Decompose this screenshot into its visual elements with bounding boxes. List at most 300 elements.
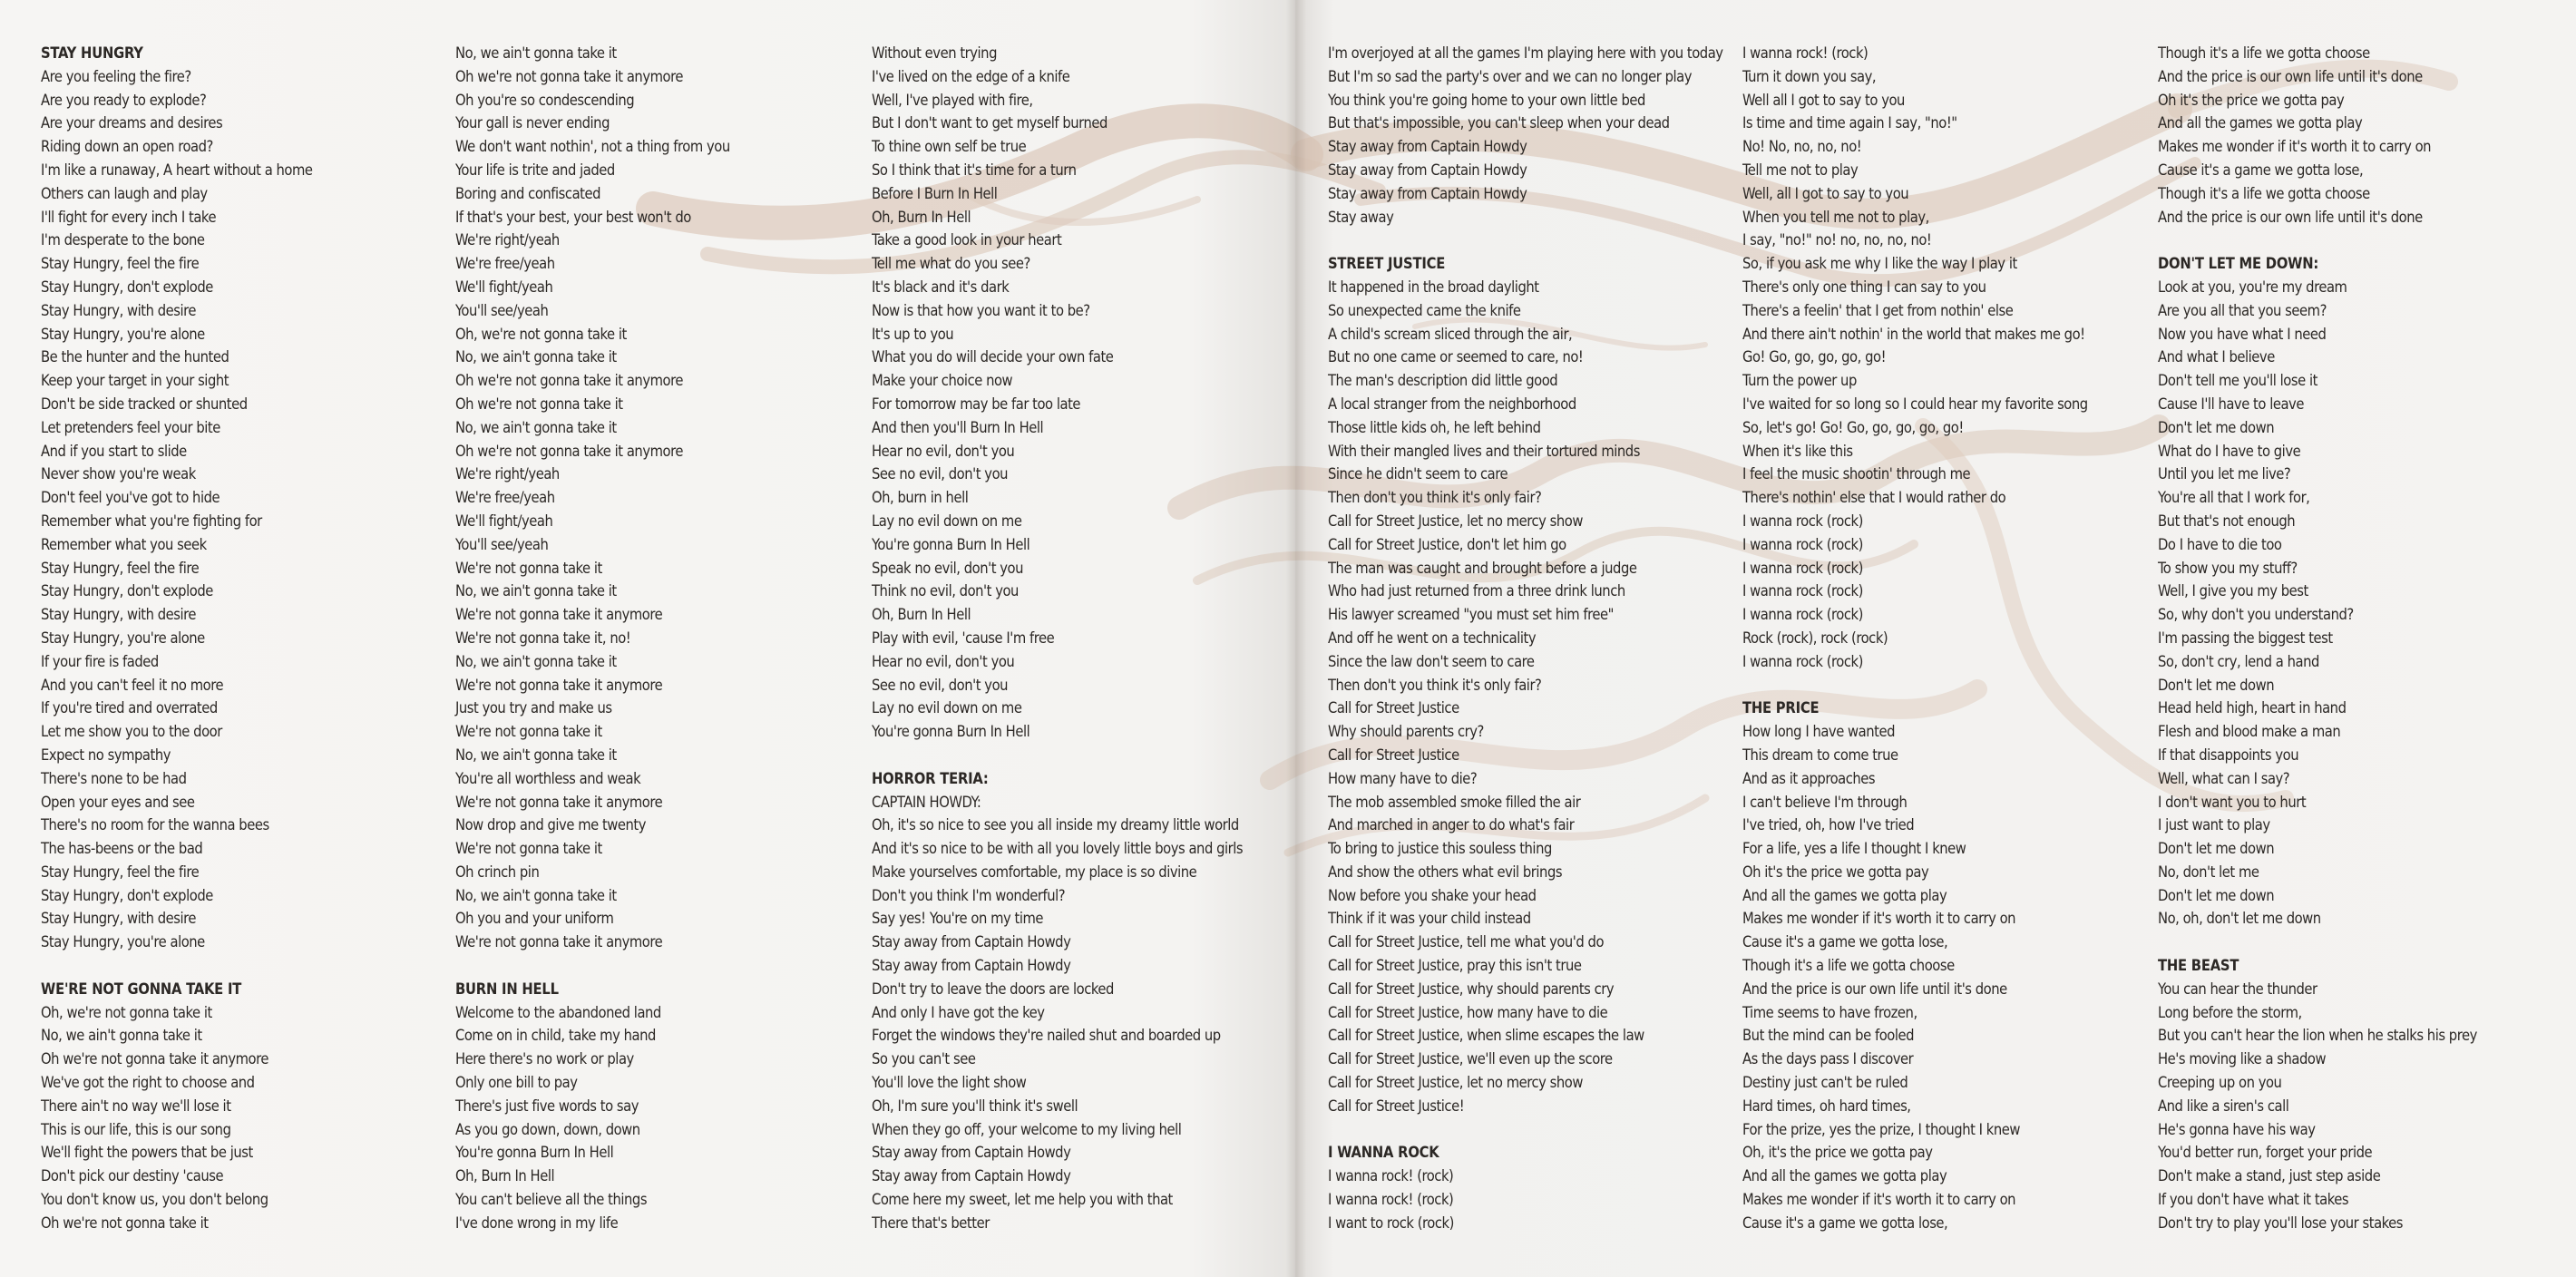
lyric-line: Don't let me down <box>2158 676 2275 694</box>
lyric-line: Make yourselves comfortable, my place is so divine <box>872 863 1197 881</box>
lyric-line: Hear no evil, don't you <box>872 652 1015 670</box>
lyric-line: The has-beens or the bad <box>41 840 203 858</box>
lyric-line: Long before the storm, <box>2158 1003 2302 1021</box>
lyric-line: Tell me what do you see? <box>872 255 1030 273</box>
lyric-line: Well, I give you my best <box>2158 582 2308 600</box>
lyric-line: Don't let me down <box>2158 840 2275 858</box>
lyric-line: There ain't no way we'll lose it <box>41 1097 231 1115</box>
lyric-line: So, don't cry, lend a hand <box>2158 652 2319 670</box>
lyric-line: For a life, yes a life I thought I knew <box>1742 840 1966 858</box>
lyric-line: Now is that how you want it to be? <box>872 301 1090 319</box>
lyric-line: What do I have to give <box>2158 442 2301 460</box>
lyric-line: No, we ain't gonna take it <box>455 44 617 62</box>
lyric-line: I wanna rock (rock) <box>1742 535 1863 553</box>
lyric-line: You'll love the light show <box>872 1074 1027 1092</box>
lyric-line: Oh, Burn In Hell <box>872 606 971 624</box>
lyric-line: We're not gonna take it anymore <box>455 676 663 694</box>
lyrics-section <box>1742 42 2088 674</box>
lyric-line: Rock (rock), rock (rock) <box>1742 629 1888 647</box>
lyric-line: If you're tired and overrated <box>41 699 218 717</box>
lyric-line: Don't try to play you'll lose your stakes <box>2158 1214 2404 1232</box>
lyric-line: When they go off, your welcome to my living hell <box>872 1120 1182 1138</box>
lyric-line: You're all that I work for, <box>2158 489 2310 507</box>
lyric-line: With their mangled lives and their tortured minds <box>1328 442 1640 460</box>
lyric-line: You'll see/yeah <box>455 301 549 319</box>
lyric-line: There's nothin' else that I would rather do <box>1742 489 2006 507</box>
lyric-line: Oh, we're not gonna take it <box>455 325 627 343</box>
lyric-line: For the prize, yes the prize, I thought I knew <box>1742 1120 2021 1138</box>
lyric-line: I wanna rock (rock) <box>1742 582 1863 600</box>
lyric-line: We're right/yeah <box>455 465 560 483</box>
lyric-line: Oh we're not gonna take it anymore <box>455 67 683 85</box>
lyric-line: We're not gonna take it anymore <box>455 793 663 811</box>
lyric-line: So, if you ask me why I like the way I play it <box>1742 255 2017 273</box>
lyrics-column-1 <box>41 42 313 1235</box>
lyric-line: Oh crinch pin <box>455 863 540 881</box>
lyric-line: The man's description did little good <box>1328 372 1558 390</box>
lyric-line: Then don't you think it's only fair? <box>1328 676 1542 694</box>
lyric-line: You're all worthless and weak <box>455 769 641 787</box>
lyric-line: Take a good look in your heart <box>872 231 1062 249</box>
lyric-line: We're not gonna take it <box>455 840 602 858</box>
lyric-line: What you do will decide your own fate <box>872 348 1114 366</box>
lyric-line: Are you all that you seem? <box>2158 301 2327 319</box>
lyrics-section <box>1328 1141 1723 1234</box>
lyric-line: If that's your best, your best won't do <box>455 208 691 226</box>
lyric-line: Makes me wonder if it's worth it to carry on <box>2158 138 2432 156</box>
lyric-line: And there ain't nothin' in the world that makes me go! <box>1742 325 2085 343</box>
lyric-line: Call for Street Justice, tell me what you'd do <box>1328 933 1605 951</box>
lyric-line: Don't you think I'm wonderful? <box>872 886 1066 904</box>
lyric-line: No, we ain't gonna take it <box>455 746 617 764</box>
lyric-line: I wanna rock (rock) <box>1742 652 1863 670</box>
lyric-line: And show the others what evil brings <box>1328 863 1563 881</box>
lyric-line: I feel the music shootin' through me <box>1742 465 1971 483</box>
lyric-line: Stay away <box>1328 208 1394 226</box>
lyrics-section <box>41 42 313 954</box>
lyric-line: No, we ain't gonna take it <box>455 582 617 600</box>
lyric-line: Expect no sympathy <box>41 746 171 764</box>
lyric-line: Call for Street Justice, we'll even up the score <box>1328 1050 1613 1068</box>
lyrics-section <box>455 42 730 954</box>
lyric-line: Don't feel you've got to hide <box>41 489 220 507</box>
lyric-line: So I think that it's time for a turn <box>872 161 1077 179</box>
song-title: WE'RE NOT GONNA TAKE IT <box>41 980 242 998</box>
lyric-line: Call for Street Justice, when slime escapes the law <box>1328 1027 1644 1045</box>
lyric-line: So you can't see <box>872 1050 976 1068</box>
lyric-line: And as it approaches <box>1742 769 1876 787</box>
lyric-line: Oh we're not gonna take it <box>41 1214 209 1232</box>
lyric-line: Make your choice now <box>872 372 1013 390</box>
lyric-line: It happened in the broad daylight <box>1328 278 1539 296</box>
lyric-line: But I don't want to get myself burned <box>872 114 1107 132</box>
lyric-line: Keep your target in your sight <box>41 372 229 390</box>
lyric-line: Don't tell me you'll lose it <box>2158 372 2317 390</box>
lyric-line: Be the hunter and the hunted <box>41 348 229 366</box>
lyrics-column-5 <box>1742 42 2088 1235</box>
lyric-line: Though it's a life we gotta choose <box>2158 184 2370 202</box>
lyric-line: We've got the right to choose and <box>41 1074 255 1092</box>
lyric-line: Since he didn't seem to care <box>1328 465 1508 483</box>
lyric-line: I've tried, oh, how I've tried <box>1742 816 1915 834</box>
lyric-line: I wanna rock! (rock) <box>1328 1191 1454 1209</box>
lyric-line: Stay Hungry, you're alone <box>41 933 205 951</box>
lyric-line: As the days pass I discover <box>1742 1050 1914 1068</box>
lyric-line: There that's better <box>872 1214 990 1232</box>
lyric-line: Forget the windows they're nailed shut and boarded up <box>872 1027 1221 1045</box>
lyric-line: You're gonna Burn In Hell <box>455 1144 614 1162</box>
lyric-line: Do I have to die too <box>2158 535 2282 553</box>
lyric-line: Time seems to have frozen, <box>1742 1003 1917 1021</box>
lyric-line: Lay no evil down on me <box>872 512 1022 530</box>
lyric-line: I don't want you to hurt <box>2158 793 2307 811</box>
lyric-line: Well, I've played with fire, <box>872 91 1033 109</box>
lyric-line: But the mind can be fooled <box>1742 1027 1915 1045</box>
lyric-line: No, we ain't gonna take it <box>455 418 617 436</box>
lyric-line: We'll fight/yeah <box>455 278 553 296</box>
lyric-line: There's only one thing I can say to you <box>1742 278 1986 296</box>
lyric-line: And all the games we gotta play <box>1742 1167 1947 1185</box>
lyric-line: Stay Hungry, feel the fire <box>41 255 200 273</box>
lyric-line: And all the games we gotta play <box>2158 114 2363 132</box>
lyric-line: Open your eyes and see <box>41 793 195 811</box>
lyric-line: Remember what you seek <box>41 535 207 553</box>
lyric-line: Oh we're not gonna take it anymore <box>455 442 683 460</box>
lyric-line: We're not gonna take it, no! <box>455 629 631 647</box>
lyric-line: Speak no evil, don't you <box>872 559 1024 577</box>
lyric-line: Are you ready to explode? <box>41 91 207 109</box>
lyric-line: Let pretenders feel your bite <box>41 418 220 436</box>
lyric-line: And you can't feel it no more <box>41 676 224 694</box>
lyric-line: Go! Go, go, go, go, go! <box>1742 348 1887 366</box>
lyric-line: No, we ain't gonna take it <box>455 348 617 366</box>
lyric-line: I've lived on the edge of a knife <box>872 67 1070 85</box>
lyric-line: Oh, I'm sure you'll think it's swell <box>872 1097 1078 1115</box>
lyric-line: And it's so nice to be with all you lovely little boys and girls <box>872 840 1244 858</box>
lyric-line: Stay Hungry, you're alone <box>41 325 205 343</box>
lyric-line: I wanna rock (rock) <box>1742 606 1863 624</box>
lyric-line: But that's impossible, you can't sleep when your dead <box>1328 114 1670 132</box>
lyric-line: And only I have got the key <box>872 1003 1045 1021</box>
lyric-line: But I'm so sad the party's over and we can no longer play <box>1328 67 1693 85</box>
lyric-line: We're not gonna take it anymore <box>455 933 663 951</box>
lyric-line: And marched in anger to do what's fair <box>1328 816 1575 834</box>
lyric-line: Oh we're not gonna take it anymore <box>41 1050 268 1068</box>
lyric-line: Don't be side tracked or shunted <box>41 395 248 413</box>
lyric-line: His lawyer screamed "you must set him free" <box>1328 606 1614 624</box>
lyrics-section <box>872 42 1243 744</box>
lyric-line: Turn it down you say, <box>1742 67 1877 85</box>
lyric-line: Stay away from Captain Howdy <box>1328 184 1527 202</box>
lyric-line: Don't make a stand, just step aside <box>2158 1167 2381 1185</box>
lyric-line: I'm like a runaway, A heart without a home <box>41 161 313 179</box>
lyrics-column-2 <box>455 42 730 1235</box>
lyric-line: Only one bill to pay <box>455 1074 578 1092</box>
lyric-line: Creeping up on you <box>2158 1074 2282 1092</box>
lyric-line: Makes me wonder if it's worth it to carry on <box>1742 1191 2016 1209</box>
lyric-line: But that's not enough <box>2158 512 2296 530</box>
lyric-line: Just you try and make us <box>455 699 612 717</box>
lyric-line: We're not gonna take it <box>455 559 602 577</box>
lyric-line: Those little kids oh, he left behind <box>1328 418 1541 436</box>
lyric-line: Hard times, oh hard times, <box>1742 1097 1911 1115</box>
lyric-line: Lay no evil down on me <box>872 699 1022 717</box>
lyric-line: See no evil, don't you <box>872 465 1009 483</box>
lyric-line: It's up to you <box>872 325 954 343</box>
lyric-line: How many have to die? <box>1328 769 1478 787</box>
lyric-line: Turn the power up <box>1742 372 1857 390</box>
lyric-line: I'm passing the biggest test <box>2158 629 2333 647</box>
lyric-line: So, let's go! Go! Go, go, go, go, go! <box>1742 418 1964 436</box>
lyric-line: Others can laugh and play <box>41 184 208 202</box>
lyric-line: So unexpected came the knife <box>1328 301 1521 319</box>
lyric-line: The mob assembled smoke filled the air <box>1328 793 1581 811</box>
lyric-line: I want to rock (rock) <box>1328 1214 1454 1232</box>
lyric-line: Never show you're weak <box>41 465 196 483</box>
lyrics-section <box>1328 252 1723 1117</box>
lyric-line: I wanna rock! (rock) <box>1328 1167 1454 1185</box>
lyric-line: As you go down, down, down <box>455 1120 640 1138</box>
lyric-line: Oh we're not gonna take it anymore <box>455 372 683 390</box>
lyric-line: If that disappoints you <box>2158 746 2299 764</box>
lyric-line: Oh we're not gonna take it <box>455 395 623 413</box>
lyric-line: Cause it's a game we gotta lose, <box>1742 1214 1948 1232</box>
lyric-line: I wanna rock (rock) <box>1742 559 1863 577</box>
lyric-line: Call for Street Justice, pray this isn't true <box>1328 957 1582 975</box>
lyric-line: Head held high, heart in hand <box>2158 699 2347 717</box>
lyric-line: Stay away from Captain Howdy <box>872 933 1071 951</box>
lyric-line: Oh you're so condescending <box>455 91 635 109</box>
lyric-line: So, why don't you understand? <box>2158 606 2354 624</box>
lyric-line: You can't believe all the things <box>455 1191 648 1209</box>
song-title: STAY HUNGRY <box>41 44 143 62</box>
lyric-line: Stay Hungry, with desire <box>41 606 197 624</box>
lyric-line: Call for Street Justice <box>1328 699 1459 717</box>
song-title: THE BEAST <box>2158 957 2239 975</box>
song-title: I WANNA ROCK <box>1328 1144 1439 1162</box>
lyric-line: Stay away from Captain Howdy <box>872 1167 1071 1185</box>
lyric-line: And the price is our own life until it's done <box>2158 67 2423 85</box>
lyric-line: But no one came or seemed to care, no! <box>1328 348 1584 366</box>
lyric-line: Now you have what I need <box>2158 325 2327 343</box>
lyric-line: And the price is our own life until it's done <box>2158 208 2423 226</box>
lyric-line: Stay Hungry, don't explode <box>41 278 213 296</box>
lyric-line: Stay away from Captain Howdy <box>872 1144 1071 1162</box>
lyric-line: There's none to be had <box>41 769 187 787</box>
lyric-line: You can hear the thunder <box>2158 980 2317 998</box>
lyric-line: Say yes! You're on my time <box>872 910 1044 928</box>
lyric-line: This dream to come true <box>1742 746 1898 764</box>
lyric-line: Are your dreams and desires <box>41 114 223 132</box>
song-title: THE PRICE <box>1742 699 1820 717</box>
lyric-line: See no evil, don't you <box>872 676 1009 694</box>
lyrics-section <box>2158 954 2477 1235</box>
lyric-line: Cause it's a game we gotta lose, <box>2158 161 2364 179</box>
lyric-line: Boring and confiscated <box>455 184 601 202</box>
lyric-line: I'm overjoyed at all the games I'm playing here with you today <box>1328 44 1723 62</box>
lyric-line: Before I Burn In Hell <box>872 184 998 202</box>
lyric-line: You'll see/yeah <box>455 535 549 553</box>
lyric-line: Call for Street Justice, why should parents cry <box>1328 980 1615 998</box>
lyrics-section <box>872 767 1243 1235</box>
lyric-line: Oh, burn in hell <box>872 489 969 507</box>
lyric-line: Stay Hungry, you're alone <box>41 629 205 647</box>
lyric-line: To show you my stuff? <box>2158 559 2298 577</box>
lyric-line: And all the games we gotta play <box>1742 886 1947 904</box>
lyric-line: Well, all I got to say to you <box>1742 184 1909 202</box>
lyric-line: Oh, we're not gonna take it <box>41 1003 212 1021</box>
lyric-line: We're free/yeah <box>455 489 555 507</box>
lyric-line: Hear no evil, don't you <box>872 442 1015 460</box>
lyric-line: I'm desperate to the bone <box>41 231 205 249</box>
lyric-line: He's moving like a shadow <box>2158 1050 2327 1068</box>
lyric-line: Here there's no work or play <box>455 1050 634 1068</box>
lyrics-section <box>2158 42 2477 229</box>
lyric-line: Who had just returned from a three drink lunch <box>1328 582 1625 600</box>
lyric-line: Makes me wonder if it's worth it to carry on <box>1742 910 2016 928</box>
lyric-line: He's gonna have his way <box>2158 1120 2316 1138</box>
lyric-line: For tomorrow may be far too late <box>872 395 1081 413</box>
lyric-line: A child's scream sliced through the air, <box>1328 325 1573 343</box>
lyric-line: There's a feelin' that I get from nothin' else <box>1742 301 2014 319</box>
lyrics-section <box>1742 697 2088 1234</box>
lyrics-column-3 <box>872 42 1243 1235</box>
lyric-line: If you don't have what it takes <box>2158 1191 2349 1209</box>
lyric-line: Stay away from Captain Howdy <box>1328 161 1527 179</box>
lyric-line: We don't want nothin', not a thing from you <box>455 138 730 156</box>
lyric-line: Play with evil, 'cause I'm free <box>872 629 1055 647</box>
lyric-line: We're right/yeah <box>455 231 560 249</box>
lyric-line: Oh, Burn In Hell <box>455 1167 555 1185</box>
lyric-line: Call for Street Justice <box>1328 746 1459 764</box>
lyric-line: This is our life, this is our song <box>41 1120 231 1138</box>
lyric-line: Think if it was your child instead <box>1328 910 1531 928</box>
lyric-line: If your fire is faded <box>41 652 159 670</box>
lyric-line: And off he went on a technicality <box>1328 629 1537 647</box>
lyric-line: The man was caught and brought before a judge <box>1328 559 1637 577</box>
lyric-line: But you can't hear the lion when he stalks his prey <box>2158 1027 2477 1045</box>
lyric-line: Stay away from Captain Howdy <box>1328 138 1527 156</box>
lyric-line: Stay Hungry, with desire <box>41 301 197 319</box>
lyric-line: Riding down an open road? <box>41 138 213 156</box>
lyric-line: It's black and it's dark <box>872 278 1010 296</box>
lyric-line: Oh it's the price we gotta pay <box>1742 863 1929 881</box>
lyric-line: No, oh, don't let me down <box>2158 910 2321 928</box>
lyric-line: CAPTAIN HOWDY: <box>872 793 981 811</box>
lyric-line: Call for Street Justice! <box>1328 1097 1465 1115</box>
lyric-line: Since the law don't seem to care <box>1328 652 1535 670</box>
lyric-line: And like a siren's call <box>2158 1097 2289 1115</box>
lyric-line: I just want to play <box>2158 816 2270 834</box>
lyric-line: Is time and time again I say, "no!" <box>1742 114 1957 132</box>
lyrics-section <box>455 978 730 1235</box>
song-title: BURN IN HELL <box>455 980 559 998</box>
lyric-line: Stay Hungry, feel the fire <box>41 863 200 881</box>
lyric-line: Your life is trite and jaded <box>455 161 615 179</box>
lyric-line: I've waited for so long so I could hear my favorite song <box>1742 395 2088 413</box>
lyric-line: Well all I got to say to you <box>1742 91 1905 109</box>
song-title: STREET JUSTICE <box>1328 255 1446 273</box>
lyric-line: We're free/yeah <box>455 255 555 273</box>
lyric-line: Until you let me live? <box>2158 465 2291 483</box>
lyric-line: Don't try to leave the doors are locked <box>872 980 1114 998</box>
lyric-line: I wanna rock! (rock) <box>1742 44 1869 62</box>
page-gutter <box>1286 0 1306 1277</box>
lyric-line: Cause it's a game we gotta lose, <box>1742 933 1948 951</box>
lyric-line: You think you're going home to your own little bed <box>1328 91 1645 109</box>
lyric-line: Welcome to the abandoned land <box>455 1003 661 1021</box>
lyric-line: Your gall is never ending <box>455 114 610 132</box>
lyric-line: Stay Hungry, don't explode <box>41 886 213 904</box>
lyric-line: Though it's a life we gotta choose <box>1742 957 1955 975</box>
lyric-line: You're gonna Burn In Hell <box>872 723 1030 741</box>
lyric-line: You don't know us, you don't belong <box>41 1191 268 1209</box>
lyric-line: Destiny just can't be ruled <box>1742 1074 1908 1092</box>
lyric-line: A local stranger from the neighborhood <box>1328 395 1576 413</box>
lyric-line: Look at you, you're my dream <box>2158 278 2347 296</box>
lyric-line: Let me show you to the door <box>41 723 222 741</box>
lyric-line: I wanna rock (rock) <box>1742 512 1863 530</box>
lyric-line: And the price is our own life until it's done <box>1742 980 2007 998</box>
lyric-line: Though it's a life we gotta choose <box>2158 44 2370 62</box>
lyric-line: You'd better run, forget your pride <box>2158 1144 2373 1162</box>
lyric-line: And what I believe <box>2158 348 2275 366</box>
lyric-line: Don't pick our destiny 'cause <box>41 1167 224 1185</box>
lyric-line: You're gonna Burn In Hell <box>872 535 1030 553</box>
lyric-line: Oh, it's so nice to see you all inside my dreamy little world <box>872 816 1239 834</box>
lyric-line: Call for Street Justice, let no mercy show <box>1328 512 1583 530</box>
lyric-line: I say, "no!" no! no, no, no, no! <box>1742 231 1932 249</box>
lyric-line: To bring to justice this souless thing <box>1328 840 1552 858</box>
lyric-line: When it's like this <box>1742 442 1853 460</box>
lyric-line: Cause I'll have to leave <box>2158 395 2304 413</box>
lyric-line: We'll fight/yeah <box>455 512 553 530</box>
lyric-line: There's no room for the wanna bees <box>41 816 269 834</box>
lyric-line: Come on in child, take my hand <box>455 1027 656 1045</box>
lyric-line: Now before you shake your head <box>1328 886 1537 904</box>
lyric-line: No, don't let me <box>2158 863 2259 881</box>
lyric-line: Stay away from Captain Howdy <box>872 957 1071 975</box>
lyric-line: Oh, Burn In Hell <box>872 208 971 226</box>
lyric-line: How long I have wanted <box>1742 723 1896 741</box>
lyric-line: No, we ain't gonna take it <box>455 886 617 904</box>
lyric-line: No! No, no, no, no! <box>1742 138 1862 156</box>
lyric-line: Stay Hungry, with desire <box>41 910 197 928</box>
lyric-line: Don't let me down <box>2158 418 2275 436</box>
lyric-line: Remember what you're fighting for <box>41 512 262 530</box>
lyric-line: And then you'll Burn In Hell <box>872 418 1044 436</box>
lyric-line: We're not gonna take it anymore <box>455 606 663 624</box>
lyric-line: And if you start to slide <box>41 442 187 460</box>
lyric-line: Stay Hungry, don't explode <box>41 582 213 600</box>
lyric-line: Call for Street Justice, let no mercy show <box>1328 1074 1583 1092</box>
lyric-line: Now drop and give me twenty <box>455 816 647 834</box>
lyric-line: Are you feeling the fire? <box>41 67 191 85</box>
lyric-line: No, we ain't gonna take it <box>41 1027 202 1045</box>
lyrics-column-6 <box>2158 42 2477 1235</box>
lyric-line: Then don't you think it's only fair? <box>1328 489 1542 507</box>
lyric-line: Why should parents cry? <box>1328 723 1484 741</box>
lyric-line: Oh it's the price we gotta pay <box>2158 91 2345 109</box>
lyric-line: Call for Street Justice, how many have to die <box>1328 1003 1608 1021</box>
lyric-line: Flesh and blood make a man <box>2158 723 2341 741</box>
lyric-line: We're not gonna take it <box>455 723 602 741</box>
lyric-line: There's just five words to say <box>455 1097 639 1115</box>
lyrics-section <box>1328 42 1723 229</box>
lyric-line: Without even trying <box>872 44 997 62</box>
lyric-line: Oh, it's the price we gotta pay <box>1742 1144 1933 1162</box>
lyric-line: When you tell me not to play, <box>1742 208 1929 226</box>
